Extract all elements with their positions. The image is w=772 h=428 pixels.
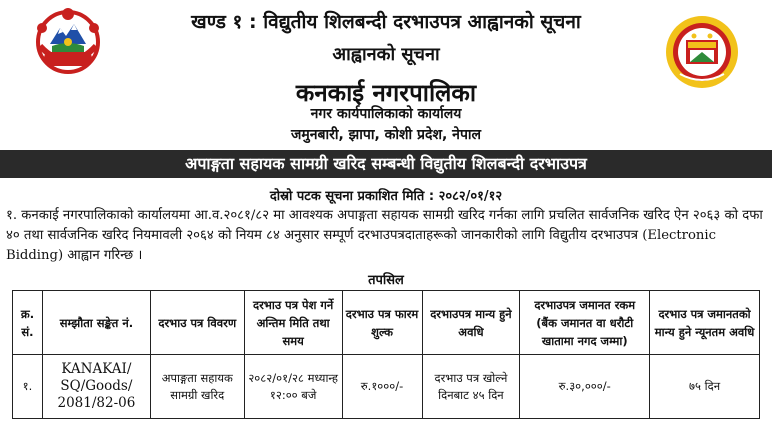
table-header-row xyxy=(13,291,760,355)
column-header: सम्झौता सङ्केत नं. xyxy=(42,291,150,355)
notice-paragraph: १. कनकाई नगरपालिकाको कार्यालयमा आ.व.२०८१/८२ मा आवश्यक अपाङ्गता सहायक सामग्री खरिद गर्नका लागि प्रचलित सार्वजनिक खरिद ऐन २०६३ को दफा ४० तथा सार्वजनिक खरिद नियमावली २०६४ को नियम ८४ अनुसार सम्पूर्ण दरभाउपत्रदाताहरूको जानकारीको लागि विद्युतीय दरभाउपत्र (Electronic Bidding) आह्वान गरिन्छ । xyxy=(6,208,763,263)
serial-number: १. xyxy=(13,355,43,419)
schedule-label: तपसिल xyxy=(368,273,404,288)
bid-description: अपाङ्गता सहायक सामग्री खरिद xyxy=(150,355,244,419)
submission-deadline: २०८२/०१/२८ मध्यान्ह १२:०० बजे xyxy=(244,355,342,419)
column-header: दरभाउपत्र जमानत रकम (बैंक जमानत वा धरौटी खातामा नगद जम्मा) xyxy=(520,291,650,355)
column-header: दरभाउपत्र मान्य हुने अवधि xyxy=(422,291,520,355)
column-header: दरभाउ पत्र जमानतको मान्य हुने न्यूनतम अवधि xyxy=(650,291,760,355)
contract-code: KANAKAI/ SQ/Goods/ 2081/82-06 xyxy=(42,355,150,419)
bid-validity: दरभाउ पत्र खोल्ने दिनबाट ४५ दिन xyxy=(422,355,520,419)
office-name: नगर कार्यपालिकाको कार्यालय xyxy=(310,106,462,122)
publication-date: दोस्रो पटक सूचना प्रकाशित मिति : २०८२/०१/१२ xyxy=(269,189,503,204)
bid-security-amount: रु.३०,०००/- xyxy=(520,355,650,419)
column-header: दरभाउ पत्र पेश गर्ने अन्तिम मिति तथा समय xyxy=(244,291,342,355)
security-validity: ७५ दिन xyxy=(650,355,760,419)
column-header: दरभाउ पत्र विवरण xyxy=(150,291,244,355)
municipality-name: कनकाई नगरपालिका xyxy=(295,79,477,107)
notice-subtitle: आह्वानको सूचना xyxy=(332,44,440,65)
office-address: जमुनबारी, झापा, कोशी प्रदेश, नेपाल xyxy=(290,127,482,143)
notice-section-title: खण्ड १ : विद्युतीय शिलबन्दी दरभाउपत्र आह्वानको सूचना xyxy=(191,11,581,33)
column-header: दरभाउ पत्र फारम शुल्क xyxy=(342,291,422,355)
table-row xyxy=(13,355,760,419)
column-header: क्र. सं. xyxy=(13,291,43,355)
tender-banner: अपाङ्गता सहायक सामग्री खरिद सम्बन्धी विद्युतीय शिलबन्दी दरभाउपत्र xyxy=(0,150,772,178)
tender-table xyxy=(12,290,760,419)
form-fee: रु.१०००/- xyxy=(342,355,422,419)
